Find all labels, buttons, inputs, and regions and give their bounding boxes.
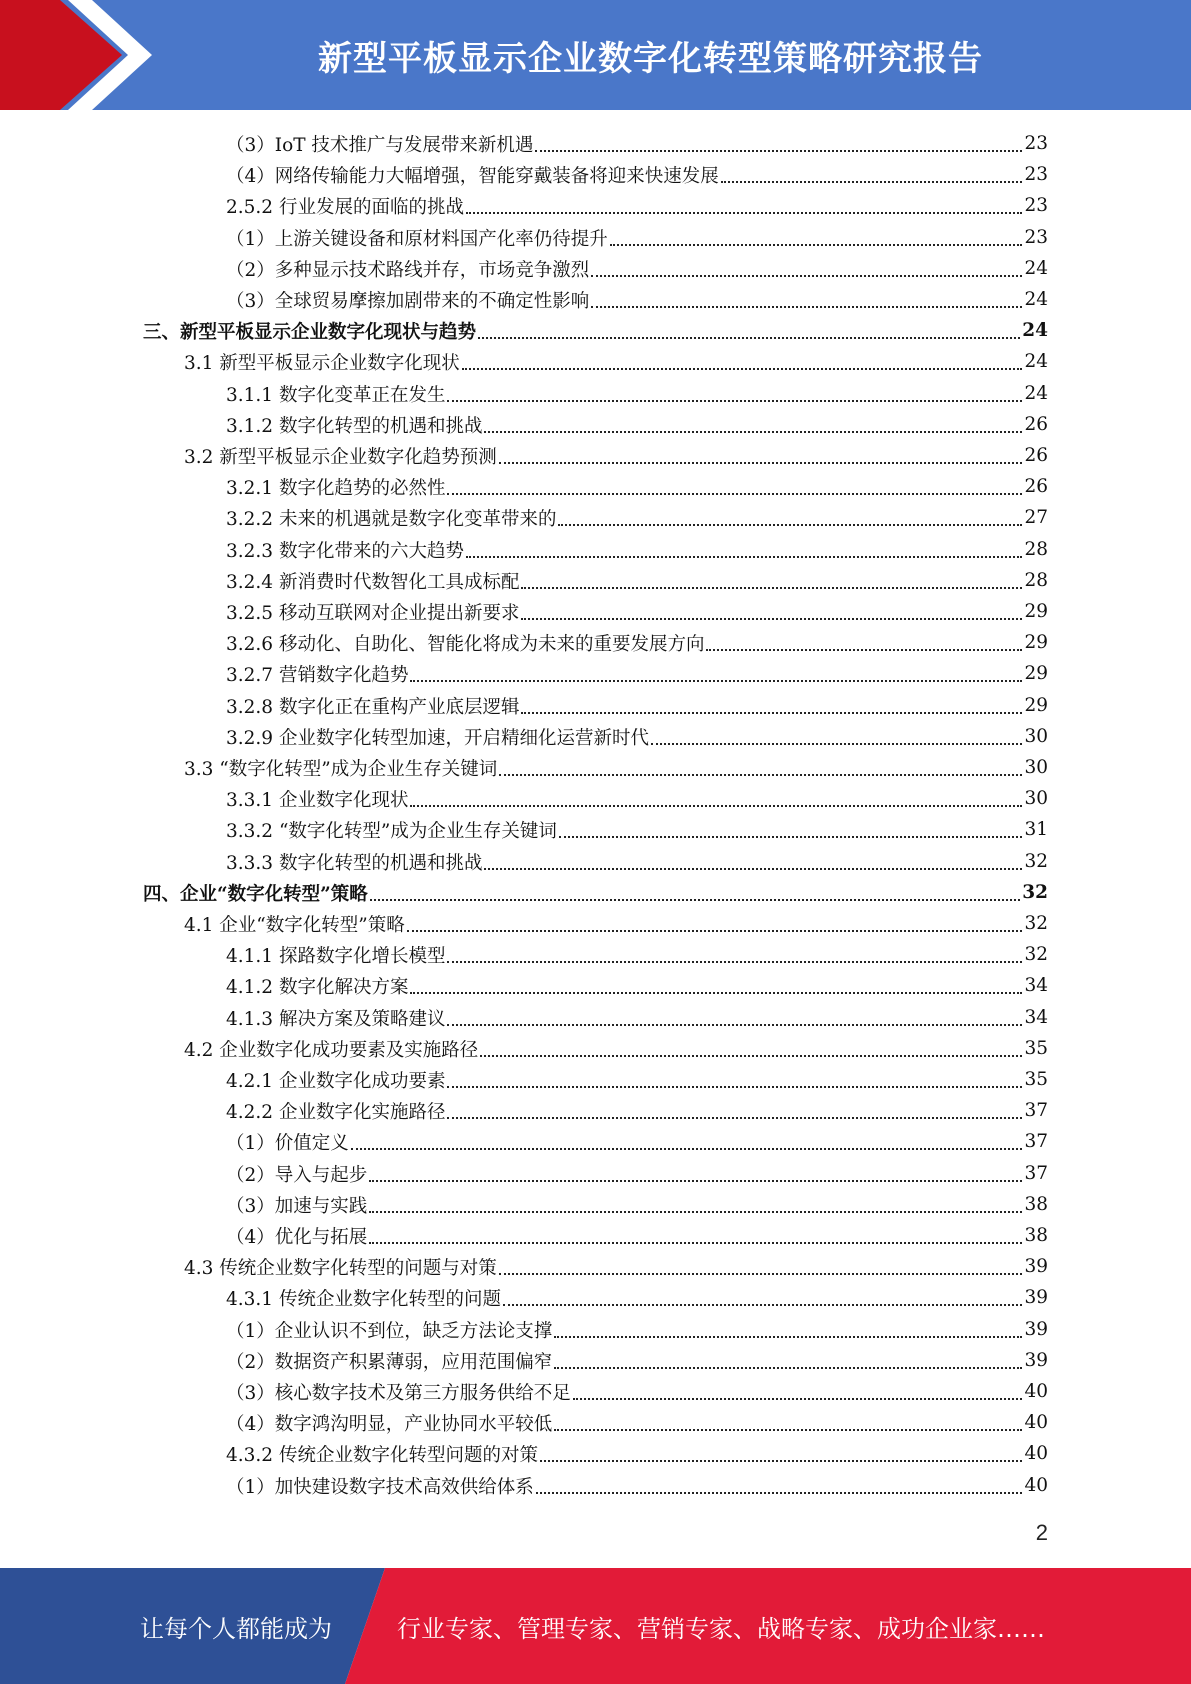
toc-entry[interactable] <box>143 877 1048 908</box>
toc-entry-label: 3.2.2 未来的机遇就是数字化变革带来的 <box>226 508 557 530</box>
toc-entry-label: 4.2.2 企业数字化实施路径 <box>226 1101 446 1123</box>
footer-banner <box>0 1568 1191 1684</box>
toc-entry[interactable] <box>226 409 1048 440</box>
toc-entry-label: 4.3.1 传统企业数字化转型的问题 <box>226 1288 501 1310</box>
toc-entry-page: 38 <box>1024 1225 1048 1246</box>
toc-entry[interactable] <box>184 908 1048 939</box>
dot-leader <box>478 336 1020 339</box>
toc-entry-label: 3.2.9 企业数字化转型加速，开启精细化运营新时代 <box>226 727 649 749</box>
toc-entry-label: 3.3 “数字化转型”成为企业生存关键词 <box>184 758 498 780</box>
toc-entry-page: 27 <box>1024 507 1048 528</box>
footer-slogan-right: 行业专家、管理专家、营销专家、战略专家、成功企业家…… <box>397 1614 1045 1643</box>
toc-entry-page: 24 <box>1024 383 1048 404</box>
toc-entry-page: 39 <box>1024 1319 1048 1340</box>
toc-entry-label: （3）核心数字技术及第三方服务供给不足 <box>226 1382 571 1404</box>
toc-entry-page: 24 <box>1022 320 1048 341</box>
toc-entry-label: 3.2.3 数字化带来的六大趋势 <box>226 540 464 562</box>
dot-leader <box>706 648 1022 651</box>
toc-entry-page: 29 <box>1024 695 1048 716</box>
toc-entry-page: 23 <box>1024 164 1048 185</box>
dot-leader <box>466 211 1022 214</box>
toc-entry-label: 2.5.2 行业发展的面临的挑战 <box>226 196 464 218</box>
dot-leader <box>554 1366 1022 1369</box>
toc-entry-label: 4.3 传统企业数字化转型的问题与对策 <box>184 1257 497 1279</box>
toc-entry[interactable] <box>226 721 1048 752</box>
dot-leader <box>466 555 1022 558</box>
toc-entry[interactable] <box>226 159 1048 190</box>
toc-entry-page: 32 <box>1024 851 1048 872</box>
toc-entry-page: 29 <box>1024 601 1048 622</box>
toc-entry[interactable] <box>226 1376 1048 1407</box>
toc-entry-label: （2）数据资产积累薄弱，应用范围偏窄 <box>226 1351 553 1373</box>
toc-entry-label: （1）上游关键设备和原材料国产化率仍待提升 <box>226 228 608 250</box>
toc-entry-label: （2）导入与起步 <box>226 1164 368 1186</box>
dot-leader <box>521 711 1022 714</box>
toc-entry[interactable] <box>226 1220 1048 1251</box>
toc-entry[interactable] <box>226 1407 1048 1438</box>
toc-entry-page: 32 <box>1024 944 1048 965</box>
dot-leader <box>535 149 1022 152</box>
toc-entry-page: 40 <box>1024 1381 1048 1402</box>
toc-entry[interactable] <box>184 440 1048 471</box>
toc-entry[interactable] <box>226 284 1048 315</box>
toc-entry-label: （3）IoT 技术推广与发展带来新机遇 <box>226 134 534 156</box>
toc-entry-page: 32 <box>1024 913 1048 934</box>
toc-entry-label: （3）加速与实践 <box>226 1195 368 1217</box>
toc-entry[interactable] <box>226 939 1048 970</box>
toc-entry-page: 40 <box>1024 1412 1048 1433</box>
toc-entry[interactable] <box>226 1470 1048 1501</box>
dot-leader <box>536 1491 1023 1494</box>
dot-leader <box>610 243 1023 246</box>
toc-entry[interactable] <box>226 128 1048 159</box>
toc-entry[interactable] <box>226 1002 1048 1033</box>
toc-entry-page: 23 <box>1024 195 1048 216</box>
toc-entry-label: （4）优化与拓展 <box>226 1226 368 1248</box>
dot-leader <box>369 1179 1022 1182</box>
toc-entry[interactable] <box>184 752 1048 783</box>
toc-entry[interactable] <box>226 690 1048 721</box>
dot-leader <box>554 1335 1022 1338</box>
toc-entry-page: 32 <box>1022 882 1048 903</box>
toc-entry-page: 26 <box>1024 476 1048 497</box>
toc-entry-label: （4）数字鸿沟明显，产业协同水平较低 <box>226 1413 553 1435</box>
dot-leader <box>484 867 1022 870</box>
toc-entry-page: 29 <box>1024 632 1048 653</box>
dot-leader <box>591 274 1022 277</box>
toc-entry-page: 26 <box>1024 414 1048 435</box>
toc-entry-page: 34 <box>1024 1007 1048 1028</box>
dot-leader <box>447 492 1022 495</box>
dot-leader <box>499 1272 1023 1275</box>
dot-leader <box>484 430 1022 433</box>
toc-entry[interactable] <box>226 534 1048 565</box>
toc-entry[interactable] <box>226 658 1048 689</box>
toc-entry[interactable] <box>226 783 1048 814</box>
toc-entry-page: 39 <box>1024 1350 1048 1371</box>
toc-entry[interactable] <box>226 565 1048 596</box>
toc-entry-page: 24 <box>1024 258 1048 279</box>
dot-leader <box>410 804 1022 807</box>
toc-entry[interactable] <box>226 190 1048 221</box>
dot-leader <box>369 1241 1022 1244</box>
toc-entry-label: 4.1.3 解决方案及策略建议 <box>226 1008 446 1030</box>
toc-entry-page: 30 <box>1024 757 1048 778</box>
dot-leader <box>370 898 1020 901</box>
toc-entry[interactable] <box>226 627 1048 658</box>
toc-entry-label: 4.1 企业“数字化转型”策略 <box>184 914 405 936</box>
toc-entry-label: 3.3.1 企业数字化现状 <box>226 789 409 811</box>
toc-entry-page: 24 <box>1024 289 1048 310</box>
toc-entry[interactable] <box>226 1345 1048 1376</box>
dot-leader <box>559 835 1023 838</box>
toc-entry[interactable] <box>226 970 1048 1001</box>
toc-entry[interactable] <box>226 1189 1048 1220</box>
toc-entry-label: 4.2.1 企业数字化成功要素 <box>226 1070 446 1092</box>
toc-entry-page: 34 <box>1024 975 1048 996</box>
toc-entry-label: 3.3.2 “数字化转型”成为企业生存关键词 <box>226 820 557 842</box>
toc-entry[interactable] <box>184 1251 1048 1282</box>
dot-leader <box>591 305 1022 308</box>
toc-entry-page: 30 <box>1024 726 1048 747</box>
toc-entry-label: 3.2.6 移动化、自助化、智能化将成为未来的重要发展方向 <box>226 633 705 655</box>
dot-leader <box>503 1303 1022 1306</box>
toc-entry-label: 3.2.8 数字化正在重构产业底层逻辑 <box>226 696 520 718</box>
toc-entry-page: 38 <box>1024 1194 1048 1215</box>
toc-entry-page: 37 <box>1024 1163 1048 1184</box>
dot-leader <box>447 960 1022 963</box>
toc-entry-page: 31 <box>1024 819 1048 840</box>
toc-entry-label: 4.3.2 传统企业数字化转型问题的对策 <box>226 1444 538 1466</box>
toc-entry-page: 35 <box>1024 1069 1048 1090</box>
footer-slogan-left: 让每个人都能成为 <box>140 1614 332 1643</box>
toc-entry[interactable] <box>226 378 1048 409</box>
dot-leader <box>447 1116 1022 1119</box>
toc-entry-label: 4.1.1 探路数字化增长模型 <box>226 945 446 967</box>
dot-leader <box>369 1210 1022 1213</box>
toc-entry-page: 26 <box>1024 445 1048 466</box>
dot-leader <box>573 1397 1023 1400</box>
toc-entry[interactable] <box>184 1033 1048 1064</box>
dot-leader <box>407 929 1023 932</box>
dot-leader <box>521 586 1022 589</box>
toc-entry-label: 3.1.2 数字化转型的机遇和挑战 <box>226 415 483 437</box>
toc-entry[interactable] <box>226 502 1048 533</box>
page-number: 2 <box>1035 1520 1048 1545</box>
toc-entry-page: 35 <box>1024 1038 1048 1059</box>
toc-entry-label: 3.3.3 数字化转型的机遇和挑战 <box>226 852 483 874</box>
toc-entry[interactable] <box>226 846 1048 877</box>
toc-entry[interactable] <box>226 814 1048 845</box>
toc-entry-page: 23 <box>1024 227 1048 248</box>
report-title: 新型平板显示企业数字化转型策略研究报告 <box>318 38 983 79</box>
toc-entry-page: 28 <box>1024 570 1048 591</box>
toc-entry[interactable] <box>226 1314 1048 1345</box>
toc-entry-label: 四、企业“数字化转型”策略 <box>143 883 368 905</box>
toc-entry-label: 3.2 新型平板显示企业数字化趋势预测 <box>184 446 497 468</box>
toc-entry-label: 三、新型平板显示企业数字化现状与趋势 <box>143 321 477 343</box>
dot-leader <box>410 991 1022 994</box>
dot-leader <box>651 742 1022 745</box>
dot-leader <box>480 1054 1022 1057</box>
toc-entry-label: 3.2.1 数字化趋势的必然性 <box>226 477 446 499</box>
toc-entry-label: 4.2 企业数字化成功要素及实施路径 <box>184 1039 479 1061</box>
dot-leader <box>721 180 1023 183</box>
dot-leader <box>521 617 1022 620</box>
toc-entry-label: 3.1 新型平板显示企业数字化现状 <box>184 352 460 374</box>
toc-entry[interactable] <box>226 1158 1048 1189</box>
toc-entry-page: 23 <box>1024 133 1048 154</box>
toc-entry[interactable] <box>226 1282 1048 1313</box>
toc-entry[interactable] <box>184 346 1048 377</box>
dot-leader <box>447 1085 1022 1088</box>
dot-leader <box>540 1459 1022 1462</box>
dot-leader <box>554 1428 1022 1431</box>
toc-entry-page: 40 <box>1024 1443 1048 1464</box>
toc-entry-label: （3）全球贸易摩擦加剧带来的不确定性影响 <box>226 290 590 312</box>
toc-entry-label: 3.2.7 营销数字化趋势 <box>226 664 409 686</box>
dot-leader <box>447 1023 1022 1026</box>
toc-entry[interactable] <box>226 1095 1048 1126</box>
chevron-decoration-icon <box>0 0 160 110</box>
dot-leader <box>447 399 1022 402</box>
toc-entry-label: （2）多种显示技术路线并存，市场竞争激烈 <box>226 259 590 281</box>
toc-entry-page: 24 <box>1024 351 1048 372</box>
toc-entry-page: 40 <box>1024 1475 1048 1496</box>
toc-entry-label: 3.2.4 新消费时代数智化工具成标配 <box>226 571 520 593</box>
toc-entry-page: 39 <box>1024 1256 1048 1277</box>
toc-entry-label: （1）价值定义 <box>226 1132 349 1154</box>
dot-leader <box>499 773 1022 776</box>
toc-entry[interactable] <box>226 1064 1048 1095</box>
toc-entry-label: （1）加快建设数字技术高效供给体系 <box>226 1476 534 1498</box>
toc-entry-page: 37 <box>1024 1131 1048 1152</box>
toc-entry-page: 28 <box>1024 539 1048 560</box>
toc-entry-page: 29 <box>1024 663 1048 684</box>
toc-entry[interactable] <box>226 253 1048 284</box>
toc-entry[interactable] <box>226 1126 1048 1157</box>
toc-entry-label: 3.2.5 移动互联网对企业提出新要求 <box>226 602 520 624</box>
toc-entry-page: 37 <box>1024 1100 1048 1121</box>
dot-leader <box>499 461 1023 464</box>
dot-leader <box>410 679 1022 682</box>
toc-entry[interactable] <box>226 222 1048 253</box>
toc-entry-page: 30 <box>1024 788 1048 809</box>
header-banner <box>0 0 1191 110</box>
toc-entry[interactable] <box>226 596 1048 627</box>
toc-entry[interactable] <box>226 1438 1048 1469</box>
toc-entry[interactable] <box>143 315 1048 346</box>
dot-leader <box>558 523 1022 526</box>
toc-entry-label: （1）企业认识不到位，缺乏方法论支撑 <box>226 1320 553 1342</box>
toc-entry-label: 4.1.2 数字化解决方案 <box>226 976 409 998</box>
toc-entry-label: （4）网络传输能力大幅增强，智能穿戴装备将迎来快速发展 <box>226 165 719 187</box>
toc-entry-page: 39 <box>1024 1287 1048 1308</box>
dot-leader <box>462 367 1023 370</box>
dot-leader <box>351 1147 1023 1150</box>
toc-entry[interactable] <box>226 471 1048 502</box>
toc-entry-label: 3.1.1 数字化变革正在发生 <box>226 384 446 406</box>
